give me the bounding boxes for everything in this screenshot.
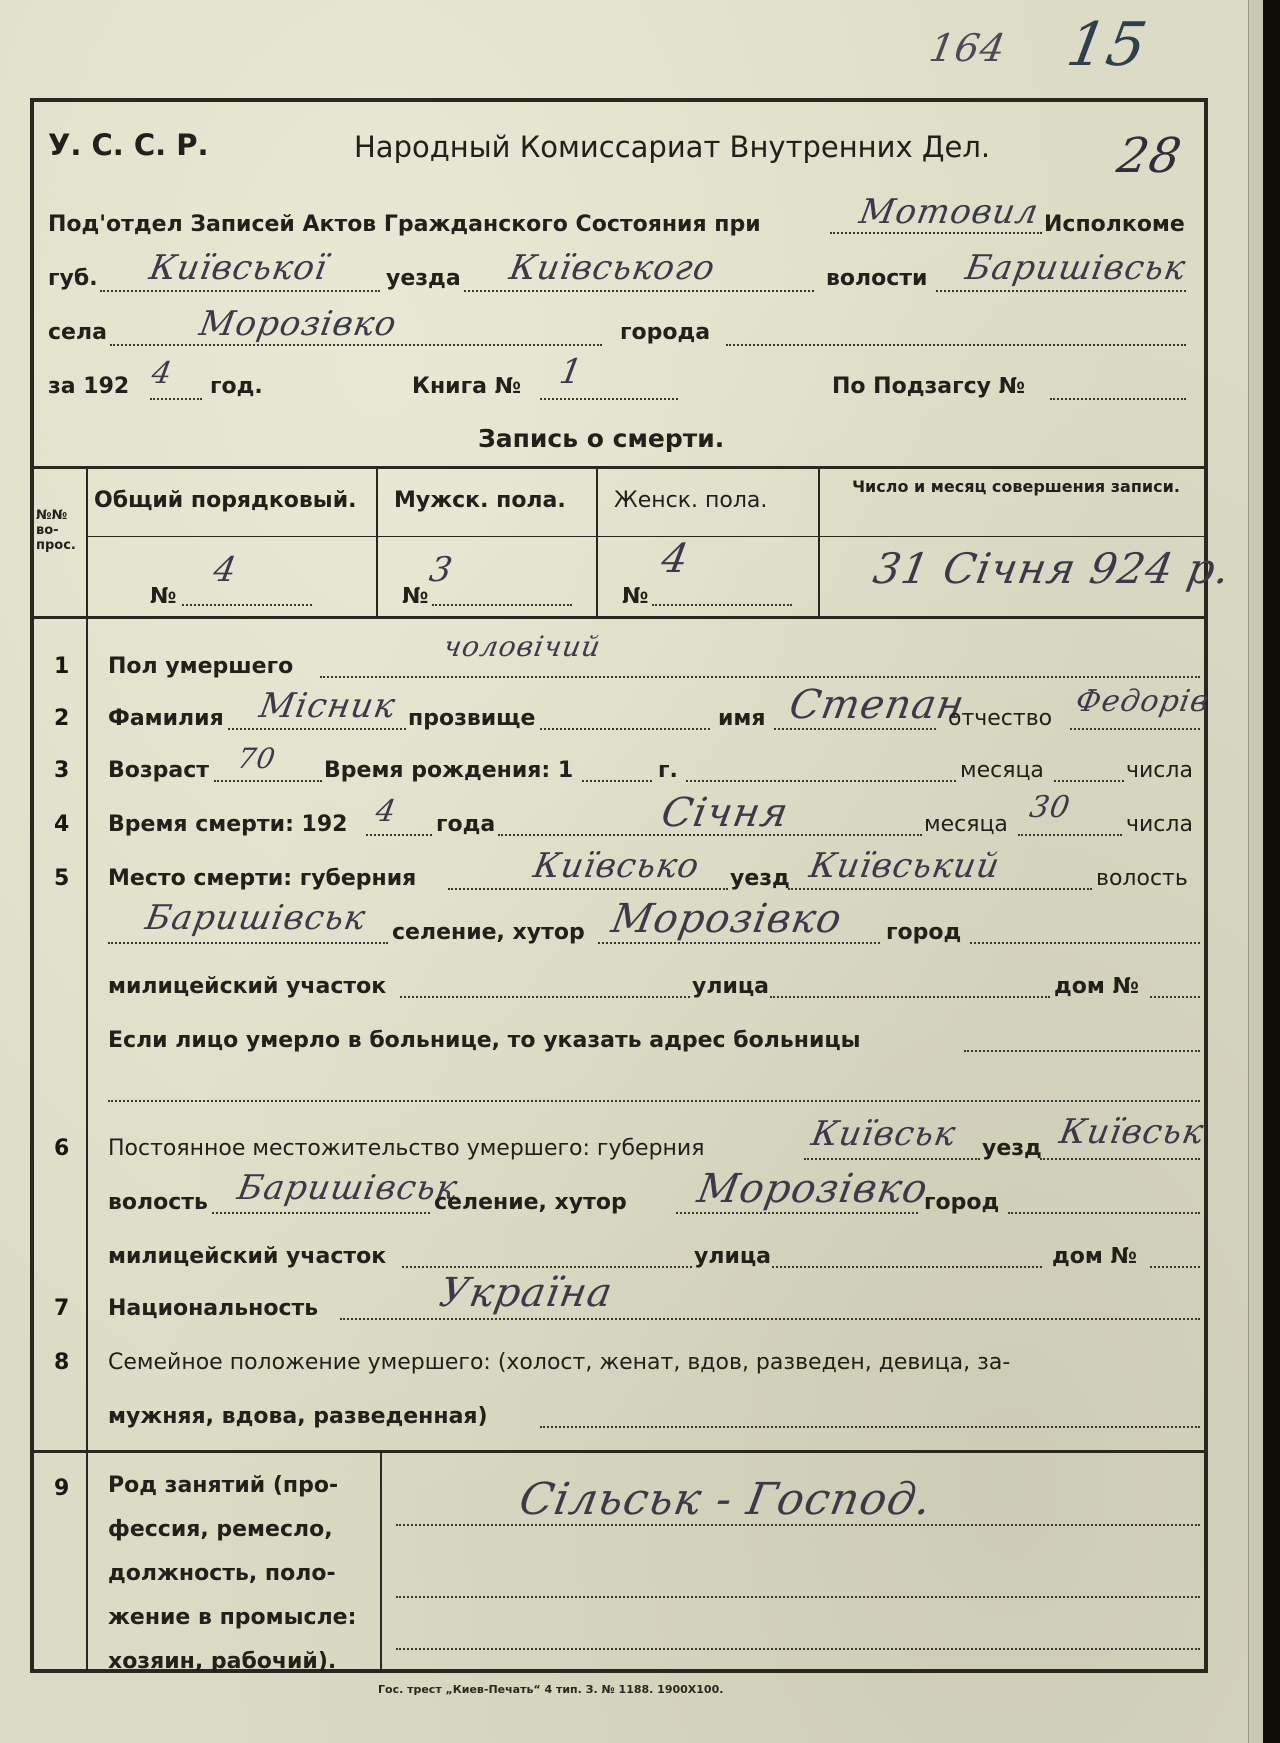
q9-label-line: Род занятий (про- xyxy=(108,1473,339,1498)
q9-col-divider xyxy=(380,1450,382,1673)
commissariat-title: Народный Комиссариат Внутренних Дел. xyxy=(354,130,991,164)
q5-selo-label: селение, хутор xyxy=(392,920,585,945)
q1-number: 1 xyxy=(54,654,70,679)
q8-line xyxy=(540,1426,1200,1428)
q9-line-2 xyxy=(396,1596,1200,1598)
q6-uezd-label: уезд xyxy=(982,1136,1042,1161)
q6-number: 6 xyxy=(54,1136,70,1161)
q5-hosp-line-2 xyxy=(108,1100,1200,1102)
q6-gorod-label: город xyxy=(924,1190,1000,1215)
book-label: Книга № xyxy=(412,374,522,399)
q6-selo-label: селение, хутор xyxy=(434,1190,627,1215)
volost-value: Баришівськ xyxy=(962,248,1190,288)
q5-selo-line xyxy=(598,942,880,944)
q5-house-line xyxy=(1150,996,1200,998)
q6-volost-line xyxy=(212,1212,430,1214)
q6-label: Постоянное местожительство умершего: губерния xyxy=(108,1136,705,1161)
q6-street-line xyxy=(772,1266,1042,1268)
q9-label-line: фессия, ремесло, xyxy=(108,1517,333,1542)
q6-street-label: улица xyxy=(694,1244,772,1269)
year-prefix: за 192 xyxy=(48,374,130,399)
q5-street-line xyxy=(770,996,1050,998)
republic-title: У. С. С. Р. xyxy=(48,128,209,162)
q6-uezd: Київськ xyxy=(1056,1112,1208,1152)
q6-mil-line xyxy=(402,1266,692,1268)
q9-label xyxy=(108,1464,372,1684)
q8-number: 8 xyxy=(54,1350,70,1375)
q5-gorod-line xyxy=(970,942,1200,944)
uezd-label: уезда xyxy=(386,266,461,291)
col-date-header: Число и месяц совершения записи. xyxy=(852,477,1180,496)
gorod-line xyxy=(726,344,1186,346)
q7-value: Україна xyxy=(435,1270,617,1316)
subdept-label: Под'отдел Записей Актов Гражданского Состояния при xyxy=(48,212,761,237)
table-col-divider xyxy=(818,466,820,616)
q6-mil-label: милицейский участок xyxy=(108,1244,387,1269)
q4-month-label: месяца xyxy=(924,812,1008,837)
q2-nick-line xyxy=(540,728,710,730)
q4-day-line xyxy=(1018,834,1122,836)
q3-g-label: г. xyxy=(658,758,678,783)
general-no-label: № xyxy=(150,584,177,609)
q2-patr-label: отчество xyxy=(948,706,1053,731)
q5-selo: Морозівко xyxy=(607,896,846,942)
q9-label-line: должность, поло- xyxy=(108,1561,336,1586)
q6-gub: Київськ xyxy=(808,1114,960,1154)
archive-sheet-number: 164 xyxy=(926,26,1010,70)
female-no-label: № xyxy=(622,584,649,609)
col-general-header: Общий порядковый. xyxy=(94,488,357,513)
q5-gub-line xyxy=(448,888,728,890)
table-col-divider xyxy=(376,466,378,616)
question-number-column-divider xyxy=(86,616,88,1673)
page-edge xyxy=(1248,0,1263,1743)
subdept-line xyxy=(830,232,1042,234)
q7-number: 7 xyxy=(54,1296,70,1321)
gub-value: Київської xyxy=(146,248,331,288)
q5-volost-label: волость xyxy=(1096,866,1188,891)
q6-uezd-line xyxy=(1040,1158,1200,1160)
col-male-header: Мужск. пола. xyxy=(394,488,566,513)
q5-house-label: дом № xyxy=(1054,974,1139,999)
q4-year-line xyxy=(366,834,432,836)
q9-number: 9 xyxy=(54,1476,70,1501)
q6-house-line xyxy=(1150,1266,1200,1268)
uezd-value: Київського xyxy=(506,248,719,288)
q4-year-label: года xyxy=(436,812,496,837)
q3-age: 70 xyxy=(235,742,279,775)
gub-label: губ. xyxy=(48,266,98,291)
q2-surname-label: Фамилия xyxy=(108,706,224,731)
q5-hosp-label: Если лицо умерло в больнице, то указать адрес больницы xyxy=(108,1028,861,1053)
selo-line xyxy=(110,344,602,346)
q1-line xyxy=(320,676,1200,678)
q2-name: Степан xyxy=(785,682,969,728)
q5-uezd-label: уезд xyxy=(730,866,790,891)
volost-label: волости xyxy=(826,266,928,291)
q5-label: Место смерти: губерния xyxy=(108,866,417,891)
female-no-value: 4 xyxy=(657,536,693,582)
record-date-value: 31 Січня 924 р. xyxy=(869,544,1235,593)
q5-number: 5 xyxy=(54,866,70,891)
col-female-header: Женск. пола. xyxy=(614,488,768,513)
q9-label-line: хозяин, рабочий). xyxy=(108,1649,337,1674)
q6-gub-line xyxy=(804,1158,980,1160)
archive-folio-number: 15 xyxy=(1061,10,1153,80)
archive-corner-number: 28 xyxy=(1113,128,1187,184)
q5-uezd-line xyxy=(788,888,1092,890)
podzags-label: По Подзагсу № xyxy=(832,374,1026,399)
q2-surname-line xyxy=(228,728,406,730)
female-no-line xyxy=(652,604,792,606)
table-header-divider xyxy=(86,536,1208,537)
subdept-value: Мотовил xyxy=(856,192,1042,232)
record-title: Запись о смерти. xyxy=(478,424,725,453)
q9-label-line: жение в промысле: xyxy=(108,1605,357,1630)
q3-month-label: месяца xyxy=(960,758,1044,783)
q9-value: Сільськ - Господ. xyxy=(515,1474,936,1525)
q4-month-value: Січня xyxy=(657,790,793,836)
q5-uezd: Київський xyxy=(806,846,1004,886)
year-line xyxy=(150,398,202,400)
selo-label: села xyxy=(48,320,107,345)
q5-hosp-line xyxy=(964,1050,1200,1052)
book-value: 1 xyxy=(556,352,587,392)
q5-mil-line xyxy=(400,996,690,998)
printer-footer: Гос. трест „Киев-Печать“ 4 тип. З. № 1188. 1900Х100. xyxy=(378,1683,724,1696)
q2-name-line xyxy=(774,728,936,730)
q6-volost: Баришівськ xyxy=(234,1168,462,1208)
year-value: 4 xyxy=(148,356,176,391)
q9-line-3 xyxy=(396,1648,1200,1650)
q5-volost-line xyxy=(108,942,388,944)
selo-value: Морозівко xyxy=(196,304,401,344)
q2-nick-label: прозвище xyxy=(408,706,536,731)
q9-top-border xyxy=(34,1450,1208,1453)
gub-line xyxy=(100,290,380,292)
q3-day-label: числа xyxy=(1126,758,1193,783)
q5-gub: Київсько xyxy=(530,846,703,886)
q5-volost: Баришівськ xyxy=(142,898,370,938)
q7-label: Национальность xyxy=(108,1296,319,1321)
q5-street-label: улица xyxy=(692,974,770,999)
q3-age-line xyxy=(214,780,322,782)
uezd-line xyxy=(464,290,814,292)
q3-birth-year-line xyxy=(582,780,652,782)
gorod-label: города xyxy=(620,320,711,345)
q6-house-label: дом № xyxy=(1052,1244,1137,1269)
q2-number: 2 xyxy=(54,706,70,731)
q3-birth-month-line xyxy=(686,780,956,782)
q4-day-label: числа xyxy=(1126,812,1193,837)
q4-day-value: 30 xyxy=(1026,790,1074,825)
table-top-border xyxy=(34,466,1208,469)
q6-gorod-line xyxy=(1008,1212,1200,1214)
year-suffix: год. xyxy=(210,374,263,399)
q2-name-label: имя xyxy=(718,706,766,731)
q3-birth-label: Время рождения: 1 xyxy=(324,758,574,783)
general-no-line xyxy=(182,604,312,606)
q1-label: Пол умершего xyxy=(108,654,294,679)
podzags-line xyxy=(1050,398,1186,400)
q6-selo: Морозівко xyxy=(693,1166,932,1212)
male-no-value: 3 xyxy=(426,550,457,590)
q3-number: 3 xyxy=(54,758,70,783)
male-no-label: № xyxy=(402,584,429,609)
table-bottom-border xyxy=(34,616,1208,619)
q1-value: чоловічий xyxy=(441,630,604,663)
volost-line xyxy=(936,290,1186,292)
q7-line xyxy=(340,1318,1200,1320)
q2-surname: Місник xyxy=(256,686,399,726)
q5-mil-label: милицейский участок xyxy=(108,974,387,999)
q4-label: Время смерти: 192 xyxy=(108,812,348,837)
q8-label-2: мужняя, вдова, разведенная) xyxy=(108,1404,488,1429)
q6-selo-line xyxy=(676,1212,918,1214)
q4-number: 4 xyxy=(54,812,70,837)
q6-volost-label: волость xyxy=(108,1190,208,1215)
q3-age-label: Возраст xyxy=(108,758,210,783)
book-line xyxy=(540,398,678,400)
general-no-value: 4 xyxy=(210,550,241,590)
male-no-line xyxy=(432,604,572,606)
q4-year: 4 xyxy=(372,794,400,829)
ispolkom-label: Исполкоме xyxy=(1044,212,1185,237)
q8-label: Семейное положение умершего: (холост, женат, вдов, разведен, девица, за- xyxy=(108,1350,1011,1375)
table-col-divider xyxy=(596,466,598,616)
table-col-divider xyxy=(86,466,88,616)
q3-birth-day-line xyxy=(1054,780,1124,782)
q2-patr-line xyxy=(1070,728,1200,730)
col-num-header: №№ во- прос. xyxy=(36,508,76,553)
q2-patr: Федорів xyxy=(1072,684,1213,719)
q5-gorod-label: город xyxy=(886,920,962,945)
